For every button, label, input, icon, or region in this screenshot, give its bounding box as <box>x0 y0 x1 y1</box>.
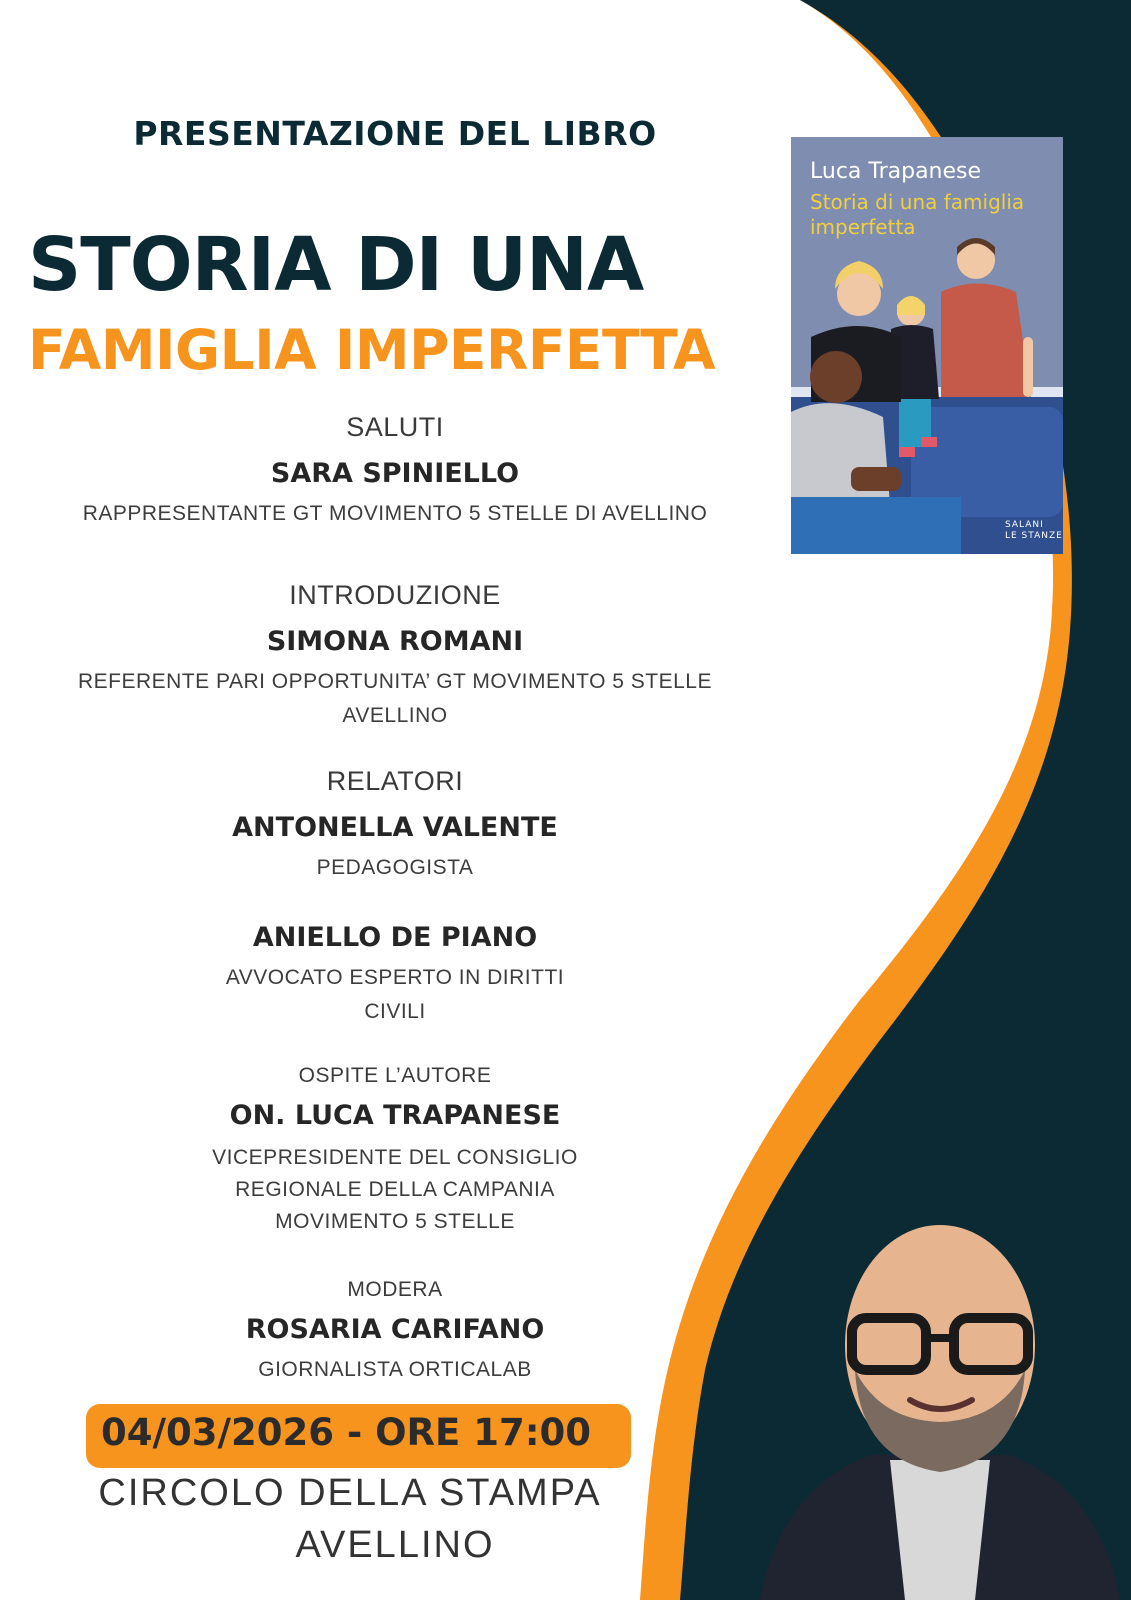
desc-antonella-valente: PEDAGOGISTA <box>316 856 474 879</box>
venue-line2: AVELLINO <box>295 1524 495 1566</box>
desc-luca-trapanese-line2: REGIONALE DELLA CAMPANIA <box>235 1178 555 1201</box>
book-title-line1: STORIA DI UNA <box>28 222 644 308</box>
name-simona-romani: SIMONA ROMANI <box>266 626 524 657</box>
kicker-title: PRESENTAZIONE DEL LIBRO <box>133 114 657 153</box>
name-sara-spiniello: SARA SPINIELLO <box>270 458 520 489</box>
book-publisher-line1: SALANI <box>1005 520 1044 530</box>
book-cover-title-line2: imperfetta <box>810 215 916 239</box>
desc-aniello-de-piano-line2: CIVILI <box>364 1000 426 1023</box>
book-publisher-line2: LE STANZE <box>1005 531 1063 541</box>
desc-aniello-de-piano-line1: AVVOCATO ESPERTO IN DIRITTI <box>225 966 565 989</box>
desc-simona-romani-line1: REFERENTE PARI OPPORTUNITA’ GT MOVIMENTO 5 STELLE <box>78 670 712 693</box>
book-title-line2: FAMIGLIA IMPERFETTA <box>28 318 716 382</box>
role-saluti: SALUTI <box>346 412 444 442</box>
event-datetime: 04/03/2026 - ORE 17:00 <box>101 1411 591 1454</box>
book-author: Luca Trapanese <box>810 159 982 184</box>
name-aniello-de-piano: ANIELLO DE PIANO <box>252 922 538 953</box>
desc-luca-trapanese-line1: VICEPRESIDENTE DEL CONSIGLIO <box>212 1146 578 1169</box>
role-introduzione: INTRODUZIONE <box>289 580 501 610</box>
role-relatori: RELATORI <box>326 766 464 796</box>
portrait-shirt <box>890 1460 990 1600</box>
name-luca-trapanese: ON. LUCA TRAPANESE <box>229 1100 561 1131</box>
desc-rosaria-carifano: GIORNALISTA ORTICALAB <box>258 1358 532 1381</box>
desc-luca-trapanese-line3: MOVIMENTO 5 STELLE <box>275 1210 515 1233</box>
book-cover-title <box>810 190 1060 240</box>
book-cover <box>791 137 1063 554</box>
name-antonella-valente: ANTONELLA VALENTE <box>232 812 558 843</box>
name-rosaria-carifano: ROSARIA CARIFANO <box>245 1314 545 1345</box>
desc-sara-spiniello: RAPPRESENTANTE GT MOVIMENTO 5 STELLE DI AVELLINO <box>82 502 708 525</box>
desc-simona-romani-line2: AVELLINO <box>342 704 448 727</box>
book-cover-title-line1: Storia di una famiglia <box>810 190 1025 214</box>
role-ospite: OSPITE L’AUTORE <box>298 1064 492 1087</box>
book-publisher <box>1005 520 1063 542</box>
venue-line1: CIRCOLO DELLA STAMPA <box>98 1472 602 1514</box>
author-portrait <box>760 1210 1120 1600</box>
role-modera: MODERA <box>347 1278 443 1301</box>
